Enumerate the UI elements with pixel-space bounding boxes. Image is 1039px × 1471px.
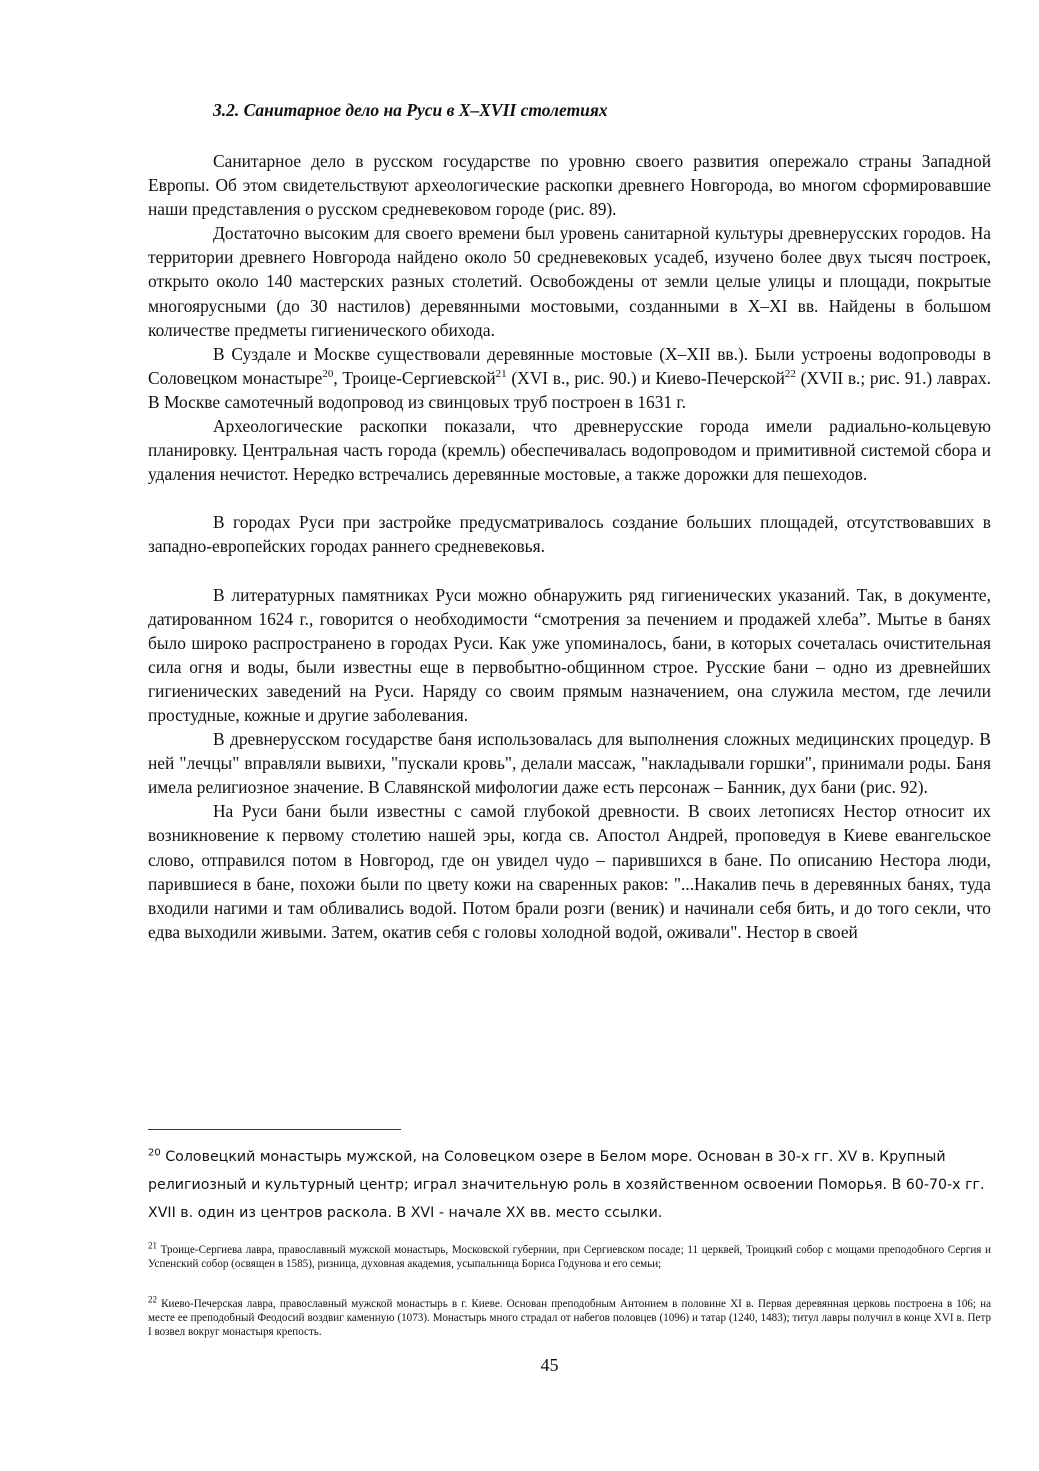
footnote-20 [148, 1143, 991, 1227]
footnote-ref-21[interactable]: 21 [495, 368, 507, 381]
footnote-20-mark: 20 [148, 1147, 161, 1159]
paragraph-1: Санитарное дело в русском государстве по уровню своего развития опережало страны Западной Европы. Об этом свидетельствуют археологические раскопки древнего Новгорода, во многом сформировавшие наши представления о русском средневековом городе (рис. 89). [148, 151, 991, 220]
paragraph-3-part-b: , Троице-Сергиевской [333, 367, 496, 388]
footnote-22-mark: 22 [148, 1294, 157, 1305]
paragraph-2: Достаточно высоким для своего времени был уровень санитарной культуры древнерусских городов. На территории древнего Новгорода найдено около 50 средневековых усадеб, изучено более двух тысяч построек, открыто около 140 мастерских разных столетий. Освобождены от земли целые улицы и площади, покрытые многоярусными (до 30 настилов) деревянными мостовыми, созданными в X–XI вв. Найдены в большом количестве предметы гигиенического обихода. [148, 223, 991, 340]
paragraph-3-part-a: В Суздале и Москве существовали деревянные мостовые (X–XII вв.). Были устроены водопроводы в Соловецком монастыре [148, 343, 991, 388]
footnote-ref-20[interactable]: 20 [322, 368, 334, 381]
footnote-20-text: Соловецкий монастырь мужской, на Соловецком озере в Белом море. Основан в 30-х гг. XV в. Крупный религиозный и культурный центр; играл значительную роль в хозяйственном освоении Поморья. В 60-70-х гг. XVII в. один из центров раскола. В XVI - начале XX вв. место ссылки. [148, 1149, 985, 1221]
paragraph-5: В городах Руси при застройке предусматривалось создание больших площадей, отсутствовавших в западно-европейских городах раннего средневековья. [148, 512, 991, 557]
footnote-22 [148, 1294, 991, 1340]
paragraph-6: В литературных памятниках Руси можно обнаружить ряд гигиенических указаний. Так, в документе, датированном 1624 г., говорится о необходимости “смотрения за печением и продажей хлеба”. Мытье в банях было широко распространено в городах Руси. Как уже упоминалось, бани, в которых сочеталась очистительная сила огня и воды, были известны еще в первобытно-общинном строе. Русские бани – одно из древнейших гигиенических заведений на Руси. Наряду со своим прямым назначением, она служила местом, где лечили простудные, кожные и другие заболевания. [148, 584, 991, 725]
footnote-21 [148, 1240, 991, 1271]
main-text [148, 149, 991, 944]
page-number: 45 [540, 1355, 559, 1375]
section-heading: 3.2. Санитарное дело на Руси в X–XVII столетиях [213, 100, 608, 120]
paragraph-3-part-c: (XVI в., рис. 90.) и Киево-Печерской [506, 367, 785, 388]
footnote-divider [148, 1129, 401, 1130]
footnote-22-text: Киево-Печерская лавра, православный мужской монастырь в г. Киеве. Основан преподобным Антонием в половине XI в. Первая деревянная церковь построена в 106; на месте ее преподобный Феодосий воздвиг каменную (1073). Монастырь много страдал от набегов половцев (1096) и татар (1240, 1483); титул лавры получил в конце XVI в. Петр I возвел вокруг монастыря крепость. [148, 1298, 991, 1339]
footnote-ref-22[interactable]: 22 [784, 368, 796, 381]
paragraph-7: В древнерусском государстве баня использовалась для выполнения сложных медицинских процедур. В ней "лечцы" вправляли вывихи, "пускали кровь", делали массаж, "накладывали горшки", принимали роды. Баня имела религиозное значение. В Славянской мифологии даже есть персонаж – Банник, дух бани (рис. 92). [148, 729, 991, 798]
paragraph-8: На Руси бани были известны с самой глубокой древности. В своих летописях Нестор относит их возникновение к первому столетию нашей эры, когда св. Апостол Андрей, проповедуя в Киеве евангельское слово, отправился потом в Новгород, где он увидел чудо – парившихся в бане. По описанию Нестора люди, парившиеся в бане, похожи были по цвету кожи на сваренных раков: "...Накалив печь в деревянных банях, туда входили нагими и там обливались водой. Потом брали розги (веник) и начинали себя бить, и до того секли, что едва выходили живыми. Затем, окатив себя с головы холодной водой, оживали". Нестор в своей [148, 801, 991, 942]
footnote-21-text: Троице-Сергиева лавра, православный мужской монастырь, Московской губернии, при Сергиевском посаде; 11 церквей, Троицкий собор с мощами преподобного Сергия и Успенский собор (освящен в 1585), ризница, духовная академия, усыпальница Бориса Годунова и его семьи; [148, 1244, 991, 1271]
paragraph-4: Археологические раскопки показали, что древнерусские города имели радиально-кольцевую планировку. Центральная часть города (кремль) обеспечивалась водопроводом и примитивной системой сбора и удаления нечистот. Нередко встречались деревянные мостовые, а также дорожки для пешеходов. [148, 416, 991, 485]
footnote-21-mark: 21 [148, 1240, 157, 1251]
paragraph-3 [148, 342, 991, 414]
paragraph-3-part-d: (XVII в.; рис. 91.) лаврах. В Москве самотечный водопровод из свинцовых труб построен в 1631 г. [148, 367, 991, 412]
